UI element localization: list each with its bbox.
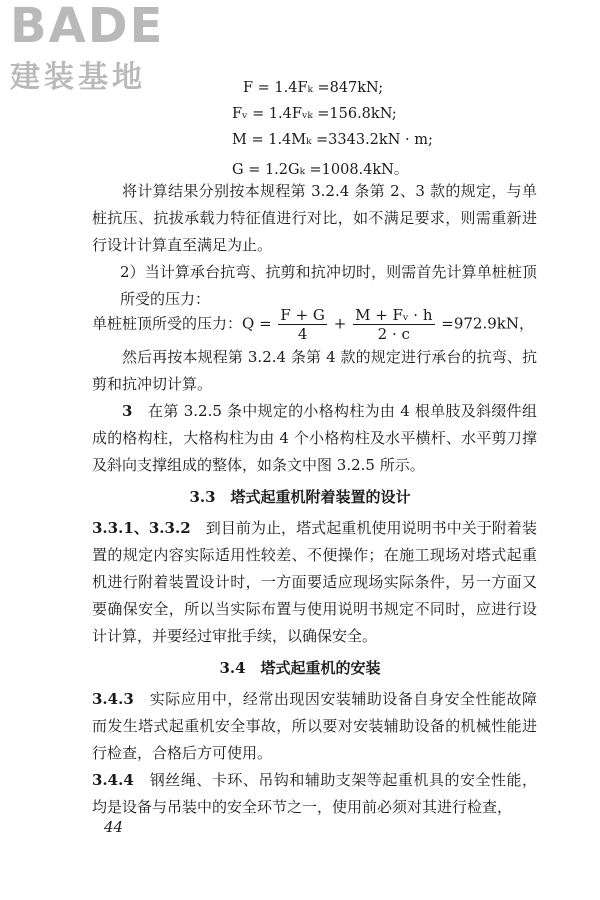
fraction-1-denominator: 4: [297, 325, 308, 343]
clause-number: 3: [122, 402, 133, 420]
clause-number: 3.4.3: [92, 690, 134, 708]
fraction-1-numerator: F + G: [280, 306, 325, 324]
clause-number: 3.4.4: [92, 771, 134, 789]
page-number: 44: [104, 818, 124, 836]
section-heading-3-3: 3.3 塔式起重机附着装置的设计: [189, 488, 411, 506]
formula-result: =972.9kN，: [441, 314, 535, 333]
logo-brand: BADE: [10, 0, 165, 54]
paragraph-3-3-1: [92, 515, 537, 650]
section-heading-3-4: 3.4 塔式起重机的安装: [219, 659, 381, 677]
paragraph-cap-calc: 2）当计算承台抗弯、抗剪和抗冲切时，则需首先计算单桩桩顶所受的压力：: [120, 263, 537, 308]
paragraph-recheck: 然后再按本规程第 3.2.4 条第 4 款的规定进行承台的抗弯、抗剪和抗冲切计算。: [92, 348, 537, 393]
clause-text: 实际应用中，经常出现因安装辅助设备自身安全性能故障而发生塔式起重机安全事故，所以要对安装辅助设备的机械性能进行检查，合格后方可使用。: [92, 690, 537, 762]
paragraph-3-4-3: [92, 686, 537, 767]
fraction-2-numerator: M + Fᵥ · h: [355, 306, 433, 324]
paragraph-3-4-4: [92, 767, 537, 821]
clause-text: 到目前为止，塔式起重机使用说明书中关于附着装置的规定内容实际适用性较差、不便操作；在施工现场对塔式起重机进行附着装置设计时，一方面要适应现场实际条件，另一方面又要确保安全，所以当实际布置与使用说明书规定不同时，应进行设计计算，并要经过审批手续，以确保安全。: [92, 519, 537, 645]
equation-m: M = 1.4Mₖ =3343.2kN · m;: [232, 132, 433, 148]
equation-f: F = 1.4Fₖ =847kN;: [243, 80, 384, 96]
clause-text: 在第 3.2.5 条中规定的小格构柱为由 4 根单肢及斜缀件组成的格构柱，大格构柱为由 4 个小格构柱及水平横杆、水平剪刀撑及斜向支撑组成的整体，如条文中图 3.2.5 所示。: [92, 402, 537, 474]
clause-number: 3.3.1、3.3.2: [92, 519, 191, 537]
formula-fraction-1: [278, 306, 327, 343]
logo-subtitle: 建装基地: [10, 60, 146, 95]
formula-fraction-2: [353, 306, 434, 343]
equation-g: G = 1.2Gₖ =1008.4kN。: [232, 162, 409, 178]
equation-fv: Fᵥ = 1.4Fᵥₖ =156.8kN;: [232, 106, 397, 122]
paragraph-lattice-column: [92, 398, 537, 479]
watermark-logo: [10, 2, 180, 97]
formula-prefix: 单桩桩顶所受的压力：Q =: [92, 314, 272, 333]
fraction-2-denominator: 2 · c: [377, 325, 410, 343]
formula-plus: +: [333, 314, 347, 333]
formula-pile-load: [92, 306, 534, 343]
clause-text: 钢丝绳、卡环、吊钩和辅助支架等起重机具的安全性能，均是设备与吊装中的安全环节之一，使用前必须对其进行检查，: [92, 771, 537, 816]
paragraph-compare: 将计算结果分别按本规程第 3.2.4 条第 2、3 款的规定，与单桩抗压、抗拔承载力特征值进行对比，如不满足要求，则需重新进行设计计算直至满足为止。: [92, 182, 537, 254]
